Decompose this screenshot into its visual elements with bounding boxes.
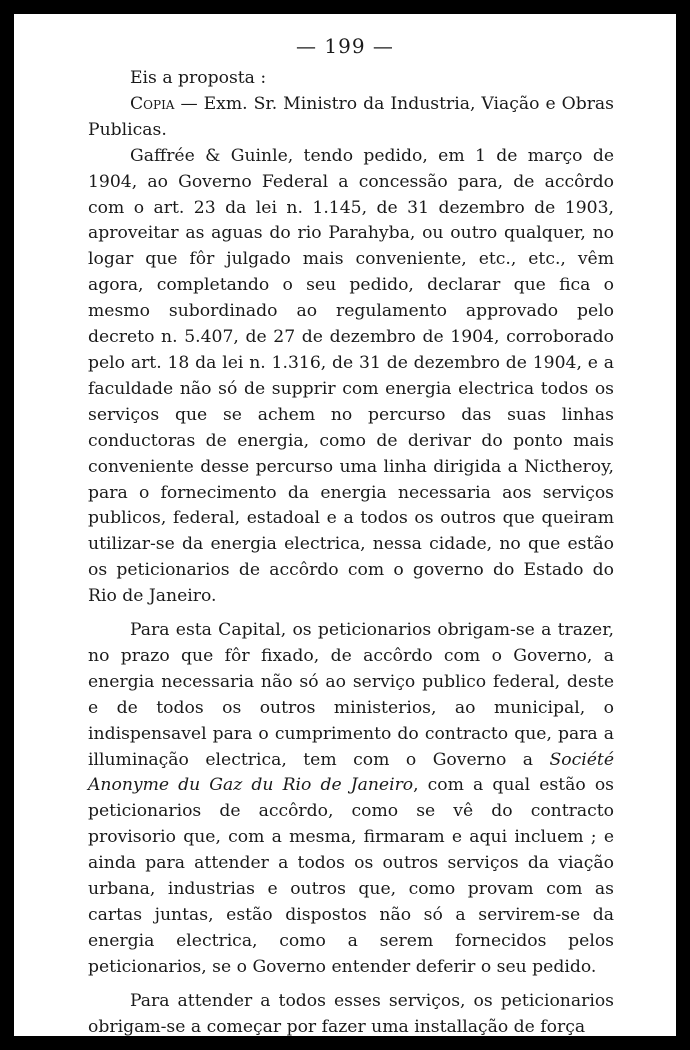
company-name-italic: Société Anonyme du Gaz du Rio de Janeiro <box>88 749 614 796</box>
copia-label: Copia <box>130 93 175 114</box>
paragraph-capital-part1: Para esta Capital, os peticionarios obrigam-se a trazer, no prazo que fôr fixado, de accôrdo com o Governo, a energia necessaria não só ao serviço publico federal, deste e de todos os outros ministerios, ao municipal, o indispensavel para o cumprimento do contracto que, para a illuminação electrica, tem com o Governo a <box>88 620 614 770</box>
page-number: — 199 — <box>296 34 394 58</box>
document-page <box>14 14 676 1036</box>
intro-paragraph: Eis a proposta : <box>130 68 267 88</box>
paragraph-capital-part2: , com a qual estão os peticionarios de accôrdo, como se vê do contracto provisorio que, com a mesma, firmaram e aqui incluem ; e ainda para attender a todos os outros serviços da viação urbana, industrias e outros que, como provam com as cartas juntas, estão dispostos não só a servirem-se da energia electrica, como a serem fornecidos pelos peticionarios, se o Governo entender deferir o seu pedido. <box>88 775 614 977</box>
copia-paragraph <box>88 92 614 144</box>
paragraph-installation: Para attender a todos esses serviços, os peticionarios obrigam-se a começar por fazer uma installação de força <box>88 990 614 1036</box>
paragraph-concession: Gaffrée & Guinle, tendo pedido, em 1 de março de 1904, ao Governo Federal a concessão para, de accôrdo com o art. 23 da lei n. 1.145, de 31 dezembro de 1903, aproveitar as aguas do rio Parahyba, ou outro qualquer, no logar que fôr julgado mais conveniente, etc., etc., vêm agora, completando o seu pedido, declarar que fica o mesmo subordinado ao regulamento approvado pelo decreto n. 5.407, de 27 de dezembro de 1904, corroborado pelo art. 18 da lei n. 1.316, de 31 de dezembro de 1904, e a faculdade não só de supprir com energia electrica todos os serviços que se achem no percurso das suas linhas conductoras de energia, como de derivar do ponto mais conveniente desse percurso uma linha dirigida a Nictheroy, para o fornecimento da energia necessaria aos serviços publicos, federal, estadoal e a todos os outros que queiram utilizar-se da energia electrica, nessa cidade, no que estão os peticionarios de accôrdo com o governo do Estado do Rio de Janeiro. <box>88 145 614 607</box>
body-text <box>88 66 614 1036</box>
paragraph-capital <box>88 618 614 981</box>
copia-text: — Exm. Sr. Ministro da Industria, Viação e Obras Publicas. <box>88 93 614 140</box>
